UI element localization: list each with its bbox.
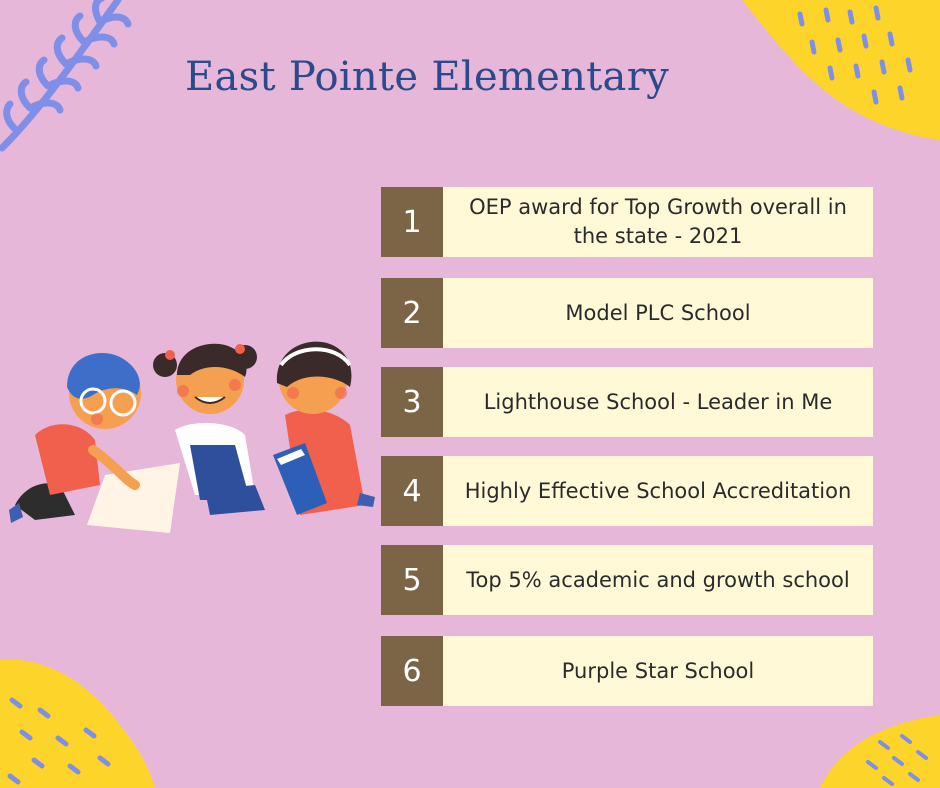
achievement-text: Top 5% academic and growth school: [443, 545, 873, 615]
bottom-right-yellow-blob: [820, 715, 940, 788]
achievement-number: 2: [381, 278, 443, 348]
achievement-text: Lighthouse School - Leader in Me: [443, 367, 873, 437]
girl-figure-right: [273, 342, 375, 515]
achievement-number: 4: [381, 456, 443, 526]
achievement-row-4: [381, 456, 873, 526]
achievement-row-5: [381, 545, 873, 615]
children-illustration: [5, 335, 380, 535]
achievement-row-3: [381, 367, 873, 437]
achievement-number: 1: [381, 187, 443, 257]
achievement-text: Purple Star School: [443, 636, 873, 706]
page-title: East Pointe Elementary: [185, 54, 670, 100]
achievement-text: OEP award for Top Growth overall in the state - 2021: [443, 187, 873, 257]
achievement-number: 3: [381, 367, 443, 437]
achievement-text: Model PLC School: [443, 278, 873, 348]
achievement-number: 6: [381, 636, 443, 706]
top-left-vine: [2, 0, 128, 148]
achievement-number: 5: [381, 545, 443, 615]
drawing-paper: [87, 463, 180, 533]
achievement-text: Highly Effective School Accreditation: [443, 456, 873, 526]
achievement-row-1: [381, 187, 873, 257]
achievement-row-6: [381, 636, 873, 706]
achievement-row-2: [381, 278, 873, 348]
